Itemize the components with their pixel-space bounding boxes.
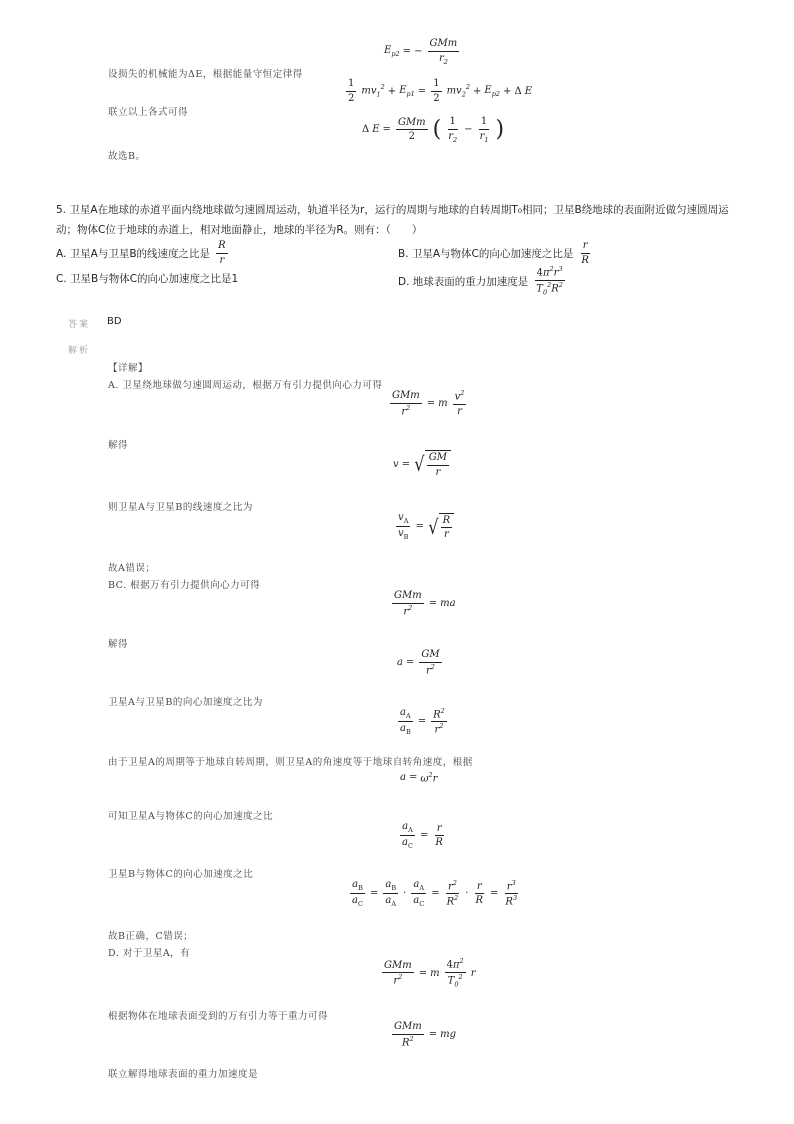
formula-aa-ab: $\frac{a_A}{a_B}$ = $\frac{R^2}{r^2}$ <box>400 706 445 737</box>
option-b-text: B. 卫星A与物体C的向心加速度之比是 <box>398 247 574 260</box>
analysis-line: 由于卫星A的周期等于地球自转周期，则卫星A的角速度等于地球自转角速度，根据 <box>108 757 473 768</box>
analysis-line: 卫星A与卫星B的向心加速度之比为 <box>108 697 263 708</box>
option-a-formula: $\frac{R}{r}$ <box>218 240 226 266</box>
analysis-line: 解得 <box>108 639 129 650</box>
option-b-formula: $\frac{r}{R}$ <box>581 240 589 266</box>
formula-gravity-centripetal-a: $\frac{\text{GMm}}{r^2}$ = ma <box>394 590 456 617</box>
analysis-line: 故A错误； <box>108 563 156 574</box>
formula-ab-ac: $\frac{a_B}{a_C}$ = $\frac{a_B}{a_A}$ · $\frac{a_A}{a_C}$ = $\frac{r^2}{R^2}$ · $\frac{r}{R}$ = $\frac{r^3}{R^3}$ <box>352 878 518 909</box>
formula-va-vb: $\frac{v_A}{v_B}$ = √ $\frac{R}{r}$ <box>394 512 454 542</box>
option-b <box>398 240 593 266</box>
formula-v: v = √ $\frac{GM}{r}$ <box>393 450 451 478</box>
answer-label: 答案 <box>68 320 91 330</box>
question-stem-line-1: 5. 卫星A在地球的赤道平面内绕地球做匀速圆周运动，轨道半径为r，运行的周期与地球的自转周期T₀相同；卫星B绕地球的表面附近做匀速圆周运 <box>56 204 729 216</box>
analysis-header: 【详解】 <box>108 363 149 374</box>
analysis-line: A. 卫星绕地球做匀速圆周运动，根据万有引力提供向心力可得 <box>108 380 383 391</box>
formula-delta-e: Δ E = $\frac{\text{GMm}}{2}$ ( $\frac{1}{r_2}$ − $\frac{1}{r_1}$ ) <box>362 116 505 144</box>
analysis-line: 则卫星A与卫星B的线速度之比为 <box>108 502 253 513</box>
analysis-label: 解析 <box>68 346 91 356</box>
question-stem-line-2: 动；物体C位于地球的赤道上，相对地面静止，地球的半径为R。则有：（ ） <box>56 224 423 236</box>
solution-line-loss: 设损失的机械能为ΔE，根据能量守恒定律得 <box>108 69 303 80</box>
formula-gravity-centripetal-v: $\frac{\text{GMm}}{r^2}$ = m $\frac{v^2}{r}$ <box>392 389 465 417</box>
solution-line-conclusion: 故选B。 <box>108 151 146 162</box>
option-d <box>398 266 567 297</box>
analysis-line: 卫星B与物体C的向心加速度之比 <box>108 869 254 880</box>
option-c: C. 卫星B与物体C的向心加速度之比是1 <box>56 273 239 285</box>
formula-surface-gravity: $\frac{\text{GMm}}{R^2}$ = mg <box>394 1021 456 1048</box>
option-d-formula: $\frac{4\pi^2r^3}{T_0^2R^2}$ <box>536 265 563 297</box>
formula-energy-conservation: $\frac{1}{2}$ $mv_1^2$ + $E_{p1}$ = $\frac{1}{2}$ $mv_2^2$ + $E_{p2}$ + Δ E <box>348 78 533 104</box>
formula-aa-ac: $\frac{a_A}{a_C}$ = $\frac{r}{R}$ <box>402 821 443 851</box>
analysis-line: 联立解得地球表面的重力加速度是 <box>108 1069 259 1080</box>
option-d-text: D. 地球表面的重力加速度是 <box>398 275 529 288</box>
analysis-line: 故B正确，C错误； <box>108 931 194 942</box>
answer-value: BD <box>107 316 122 327</box>
formula-a: a = $\frac{GM}{r^2}$ <box>397 649 440 676</box>
option-a <box>56 240 230 266</box>
formula-satellite-a-period: $\frac{\text{GMm}}{r^2}$ = m $\frac{4\pi^2}{T_0^2}$ r <box>384 957 476 989</box>
analysis-line: 根据物体在地球表面受到的万有引力等于重力可得 <box>108 1011 329 1022</box>
analysis-line: BC. 根据万有引力提供向心力可得 <box>108 580 261 591</box>
analysis-line: D. 对于卫星A，有 <box>108 948 191 959</box>
analysis-line: 可知卫星A与物体C的向心加速度之比 <box>108 811 274 822</box>
formula-ep2: $E_{p2}$ = − $\frac{\text{GMm}}{r_2}$ <box>384 38 458 66</box>
solution-line-combine: 联立以上各式可得 <box>108 107 189 118</box>
option-a-text: A. 卫星A与卫星B的线速度之比是 <box>56 247 211 260</box>
analysis-line: 解得 <box>108 440 129 451</box>
formula-a-omega: a = $\omega^2r$ <box>400 771 438 785</box>
